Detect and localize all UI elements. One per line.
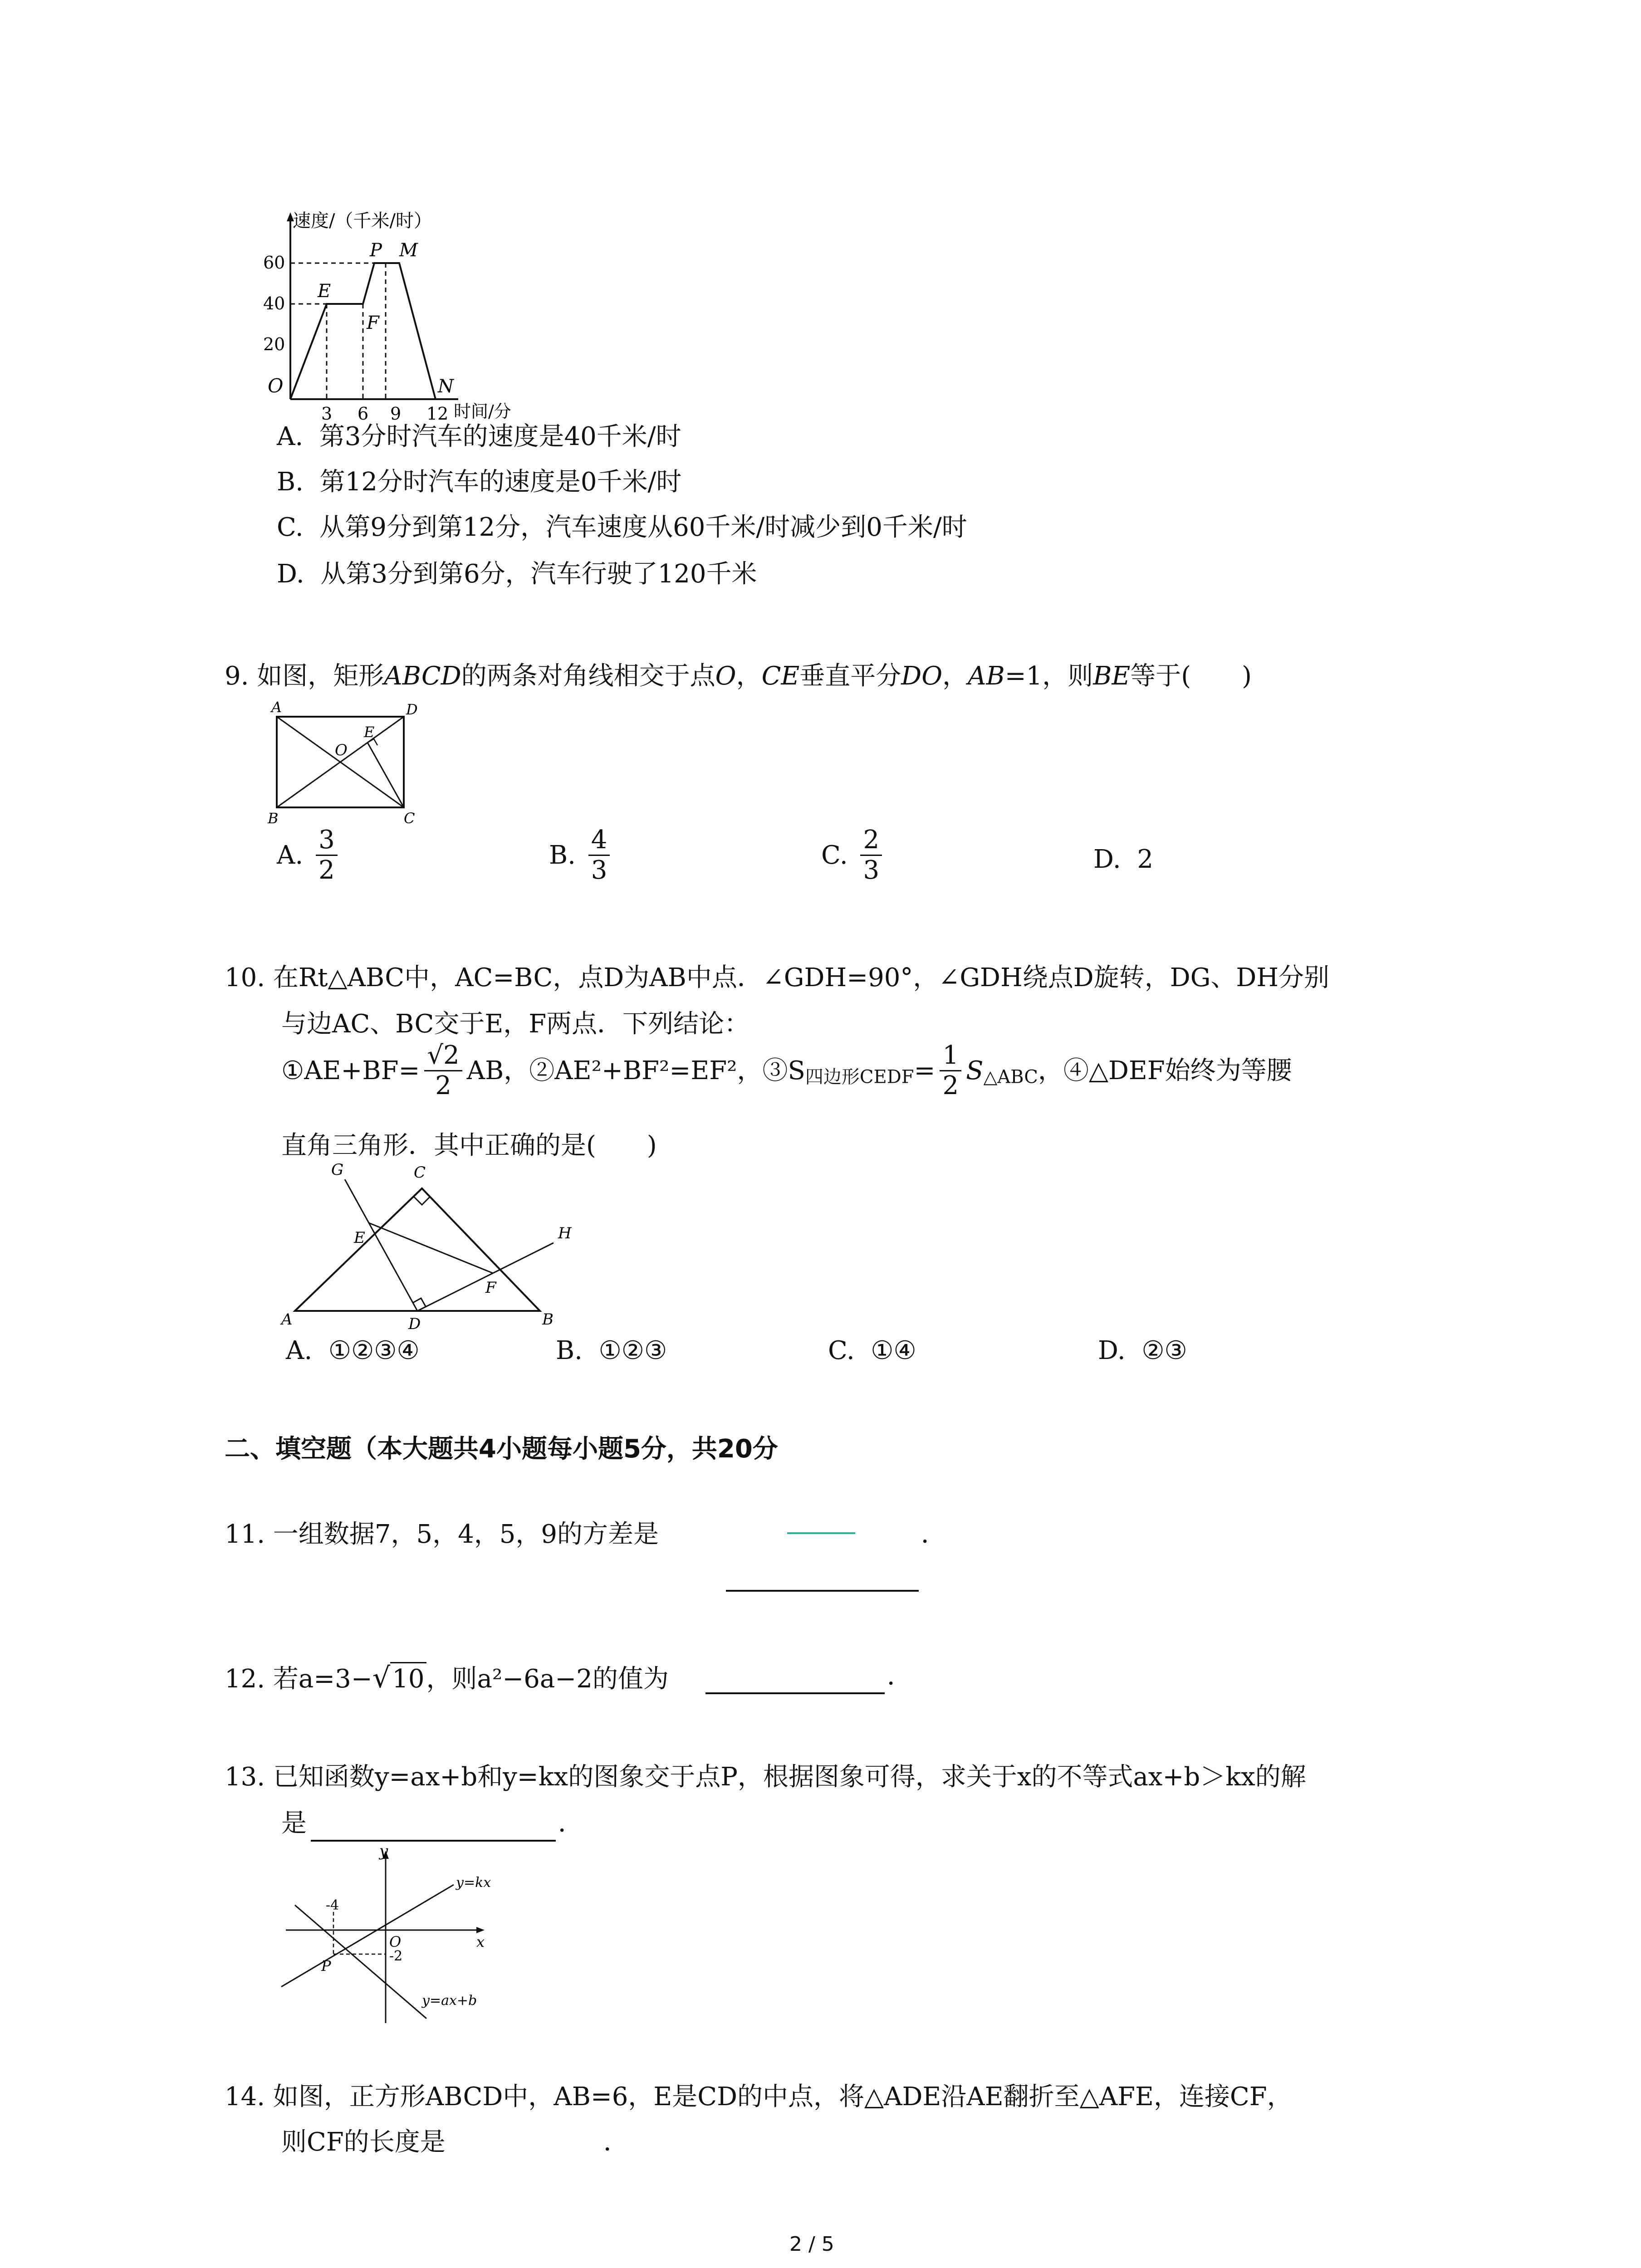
svg-text:3: 3: [321, 404, 333, 422]
svg-text:20: 20: [263, 334, 285, 354]
q9-rectangle-figure: [263, 701, 426, 828]
svg-text:-2: -2: [389, 1948, 403, 1964]
q10-option-c: C. ①④: [828, 1336, 916, 1365]
q10-line-2: 与边AC、BC交于E，F两点．下列结论：: [281, 1009, 750, 1039]
svg-text:C: C: [404, 810, 415, 827]
svg-text:F: F: [367, 313, 379, 333]
svg-text:x: x: [476, 1933, 485, 1950]
q14-line-1: 14. 如图，正方形ABCD中，AB=6，E是CD的中点，将△ADE沿AE翻折至△AFE，连接CF，: [225, 2082, 1293, 2112]
svg-text:y=ax+b: y=ax+b: [422, 1993, 477, 2009]
q8-option-c: C. 从第9分到第12分，汽车速度从60千米/时减少到0千米/时: [277, 513, 967, 542]
q11-answer-blank[interactable]: [726, 1590, 919, 1592]
svg-text:G: G: [331, 1161, 344, 1179]
q13-period: ．: [558, 1809, 583, 1838]
section-2-title: 二、填空题（本大题共4小题每小题5分，共20分: [225, 1434, 778, 1464]
q14-period: ．: [603, 2127, 629, 2157]
svg-text:-4: -4: [326, 1897, 339, 1913]
svg-text:E: E: [354, 1229, 365, 1247]
svg-text:D: D: [408, 1315, 421, 1333]
svg-text:B: B: [268, 810, 279, 827]
q10-line-3: ①AE+BF= $\frac{√2}{2}$ AB，②AE²+BF²=EF²，$③S_{四边形CEDF}=$ $\frac{1}{2}$ $S_{\triangle ABC}$，④△DEF始终为等腰: [281, 1041, 1292, 1101]
svg-text:O: O: [389, 1933, 402, 1950]
q10-line-4: 直角三角形．其中正确的是( ): [281, 1131, 657, 1160]
q13-function-graph: [277, 1842, 531, 2032]
q10-triangle-figure: [272, 1161, 590, 1334]
q10-option-a: A. ①②③④: [286, 1336, 420, 1365]
svg-text:A: A: [271, 701, 282, 716]
q10-line-1: 10. 在Rt△ABC中，AC=BC，点D为AB中点．∠GDH=90°，∠GDH绕点D旋转，DG、DH分别: [225, 963, 1330, 992]
svg-text:9: 9: [390, 404, 402, 422]
q9-option-b: B. $\frac{4}{3}$: [549, 826, 614, 885]
q11-stem: 11. 一组数据7，5，4，5，9的方差是: [225, 1520, 659, 1549]
svg-text:6: 6: [358, 404, 369, 422]
q8-option-b: B. 第12分时汽车的速度是0千米/时: [277, 467, 682, 497]
q13-line-1: 13. 已知函数y=ax+b和y=kx的图象交于点P，根据图象可得，求关于x的不等式ax+b＞kx的解: [225, 1762, 1306, 1792]
q9-option-d: D. 2: [1093, 845, 1153, 874]
svg-text:B: B: [542, 1310, 554, 1329]
q9-option-c: C. $\frac{2}{3}$: [821, 826, 887, 885]
q9-option-a: A. $\frac{3}{2}$: [277, 826, 342, 885]
svg-text:A: A: [281, 1310, 293, 1329]
q13-line-2: 是: [281, 1809, 307, 1838]
q11-answer-dash: [787, 1532, 855, 1534]
svg-text:H: H: [558, 1224, 572, 1242]
q14-line-2: 则CF的长度是: [281, 2127, 446, 2157]
svg-text:D: D: [406, 701, 418, 718]
svg-text:12: 12: [426, 404, 449, 422]
svg-text:E: E: [364, 723, 375, 741]
svg-text:60: 60: [263, 253, 285, 273]
svg-text:O: O: [335, 741, 348, 759]
svg-text:E: E: [318, 281, 331, 302]
q12-period: ．: [887, 1662, 912, 1691]
svg-text:y: y: [379, 1842, 388, 1860]
svg-text:N: N: [438, 376, 454, 397]
svg-text:F: F: [485, 1279, 496, 1297]
svg-text:O: O: [268, 375, 284, 397]
svg-text:P: P: [370, 240, 382, 261]
q12-stem: 12. 若a=3−√10，则a²−6a−2的值为: [225, 1661, 669, 1694]
q8-option-d: D. 从第3分到第6分，汽车行驶了120千米: [277, 559, 757, 589]
page-number: 2 / 5: [789, 2233, 834, 2256]
speed-time-chart: [254, 209, 535, 422]
svg-text:C: C: [414, 1163, 426, 1182]
q12-answer-blank[interactable]: [705, 1692, 885, 1694]
q9-stem: 9. 如图，矩形ABCD的两条对角线相交于点O，CE垂直平分DO，AB=1，则BE等于( ): [225, 661, 1252, 691]
svg-text:40: 40: [263, 293, 285, 313]
svg-text:速度/（千米/时）: 速度/（千米/时）: [293, 210, 432, 231]
svg-text:时间/分: 时间/分: [454, 401, 511, 421]
q8-option-a: A. 第3分时汽车的速度是40千米/时: [277, 422, 681, 451]
q11-period: ．: [921, 1520, 946, 1549]
svg-text:M: M: [399, 240, 418, 261]
q10-option-d: D. ②③: [1098, 1336, 1187, 1365]
q10-option-b: B. ①②③: [556, 1336, 667, 1365]
svg-text:P: P: [321, 1957, 331, 1975]
svg-text:y=kx: y=kx: [456, 1875, 491, 1891]
